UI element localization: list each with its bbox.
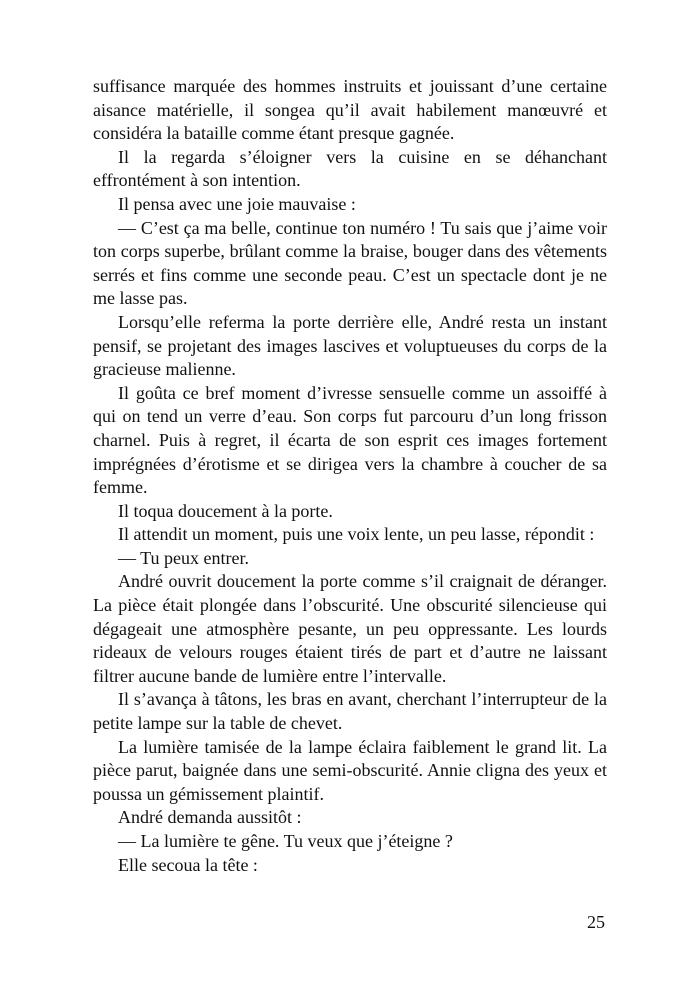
page-number: 25: [587, 912, 605, 932]
paragraph: Il s’avança à tâtons, les bras en avant, cherchant l’interrupteur de la petite lampe sur la table de chevet.: [93, 689, 607, 734]
paragraph: Il la regarda s’éloigner vers la cuisine en se déhanchant effrontément à son intention.: [93, 146, 607, 191]
paragraph: Elle secoua la tête :: [118, 854, 258, 875]
paragraph: suffisance marquée des hommes instruits et jouissant d’une certaine aisance matérielle, il songea qu’il avait habilement manœuvré et considéra la bataille comme étant presque gagnée.: [93, 76, 607, 144]
dialogue-line: — Tu peux entrer.: [118, 547, 250, 568]
paragraph: Il attendit un moment, puis une voix lente, un peu lasse, répondit :: [118, 524, 595, 545]
paragraph: Il goûta ce bref moment d’ivresse sensuelle comme un assoiffé à qui on tend un verre d’eau. Son corps fut parcouru d’un long frisson charnel. Puis à regret, il écarta de son esprit ces images fortement imprégnées d’érotisme et se dirigea vers la chambre à coucher de sa femme.: [93, 382, 607, 498]
body-text: [93, 75, 607, 877]
dialogue-line: — C’est ça ma belle, continue ton numéro ! Tu sais que j’aime voir ton corps superbe, brûlant comme la braise, bouger dans des vêtements serrés et fins comme une seconde peau. C’est un spectacle dont je ne me lasse pas.: [93, 217, 607, 309]
paragraph: La lumière tamisée de la lampe éclaira faiblement le grand lit. La pièce parut, baignée dans une semi-obscurité. Annie cligna des yeux et poussa un gémissement plaintif.: [93, 736, 607, 804]
paragraph: André demanda aussitôt :: [118, 807, 302, 828]
paragraph: Il pensa avec une joie mauvaise :: [118, 193, 356, 214]
paragraph: André ouvrit doucement la porte comme s’il craignait de déranger. La pièce était plongée dans l’obscurité. Une obscurité silencieuse qui dégageait une atmosphère pesante, un peu oppressante. Les lourds rideaux de velours rouges étaient tirés de part et d’autre ne laissant filtrer aucune bande de lumière entre l’intervalle.: [93, 571, 607, 686]
paragraph: Lorsqu’elle referma la porte derrière elle, André resta un instant pensif, se projetant des images lascives et voluptueuses du corps de la gracieuse malienne.: [93, 311, 607, 380]
dialogue-line: — La lumière te gêne. Tu veux que j’éteigne ?: [118, 831, 453, 851]
paragraph: Il toqua doucement à la porte.: [118, 500, 333, 521]
